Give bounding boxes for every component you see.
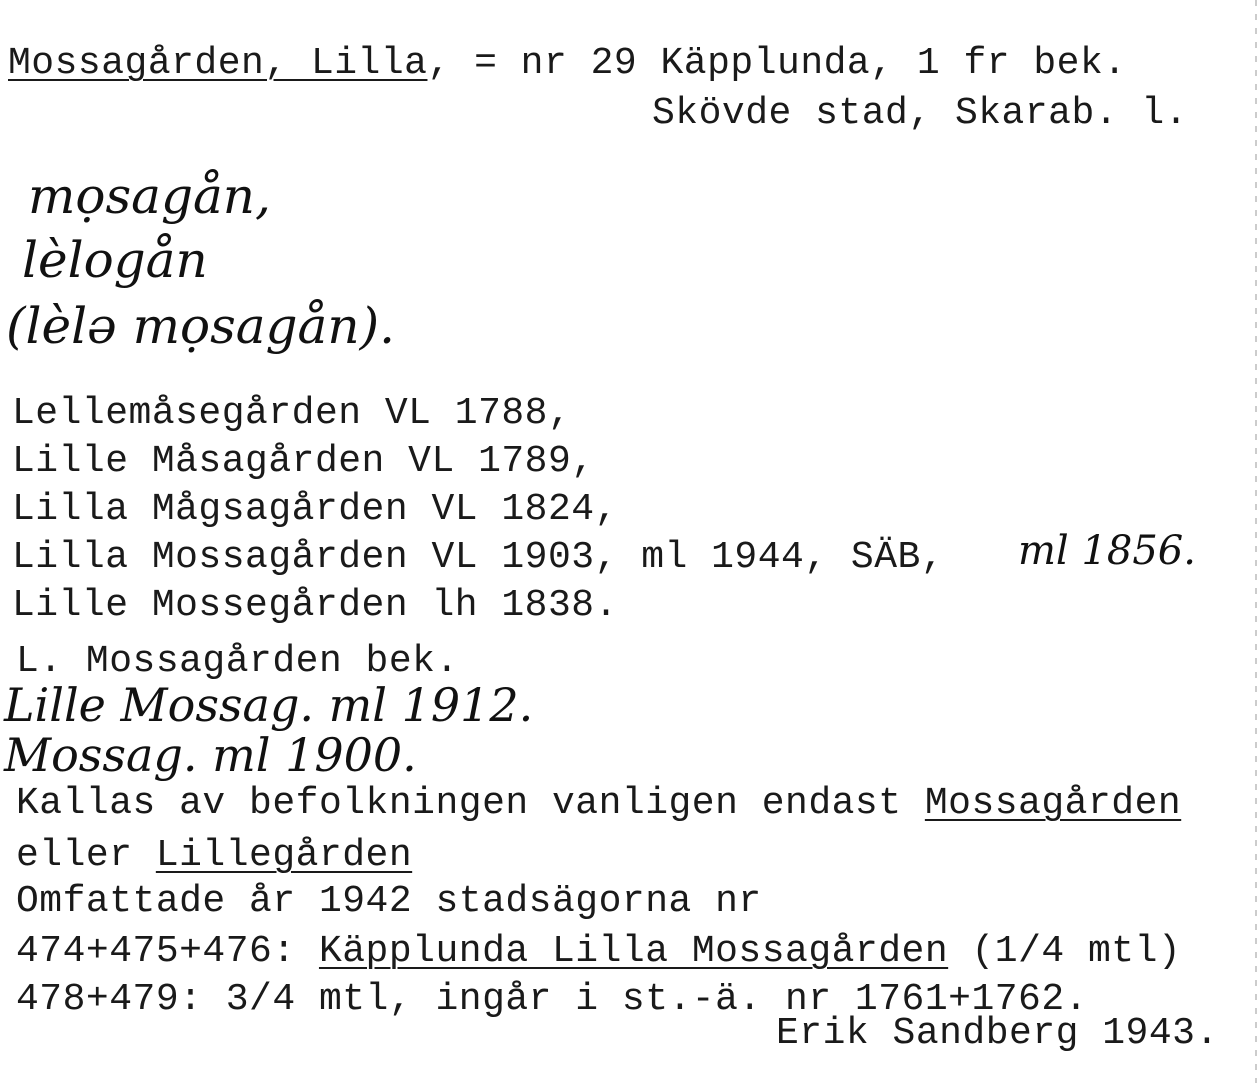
place-name-reference: , = nr 29 Käpplunda, 1 fr bek. [427,42,1127,85]
place-name-title: Mossagården, Lilla [8,42,428,85]
body-line-4-numbers: 474+475+476: [16,930,319,973]
body-line-1-underlined: Mossagården [924,782,1182,825]
body-line-1 [16,782,1181,826]
pronunciation-line-1: mọsagån, [28,167,271,225]
form-line-5: Lille Mossegården lh 1838. [12,584,618,627]
pronunciation-line-3: (lèlə mọsagån). [6,297,395,355]
form-line-2: Lille Måsagården VL 1789, [12,440,595,483]
body-line-4-underlined: Käpplunda Lilla Mossagården [318,930,949,973]
body-line-3: Omfattade år 1942 stadsägorna nr [16,880,762,923]
form-line-4: Lilla Mossagården VL 1903, ml 1944, SÄB, [12,536,945,579]
body-line-1-text: Kallas av befolkningen vanligen endast [16,782,925,825]
hand-note-line-2: Mossag. ml 1900. [4,728,417,782]
body-line-4-share: (1/4 mtl) [948,930,1182,973]
place-location: Skövde stad, Skarab. l. [652,92,1188,135]
body-line-4 [16,930,1181,974]
card-edge-divider [1255,0,1257,1083]
body-line-2-text: eller [16,834,156,877]
body-line-2 [16,834,412,878]
body-line-5: 478+479: 3/4 mtl, ingår i st.-ä. nr 1761+1762. [16,978,1088,1021]
signature-line: Erik Sandberg 1943. [776,1012,1219,1055]
body-line-2-underlined: Lillegården [155,834,413,877]
form-line-3: Lilla Mågsagården VL 1824, [12,488,618,531]
card-header-line [8,42,1127,86]
hand-note-line-1: Lille Mossag. ml 1912. [4,678,534,732]
bek-line: L. Mossagården bek. [16,640,459,683]
pronunciation-line-2: lèlogån [22,231,208,289]
form-line-1: Lellemåsegården VL 1788, [12,392,572,435]
form-hand-note: ml 1856. [1018,528,1196,574]
